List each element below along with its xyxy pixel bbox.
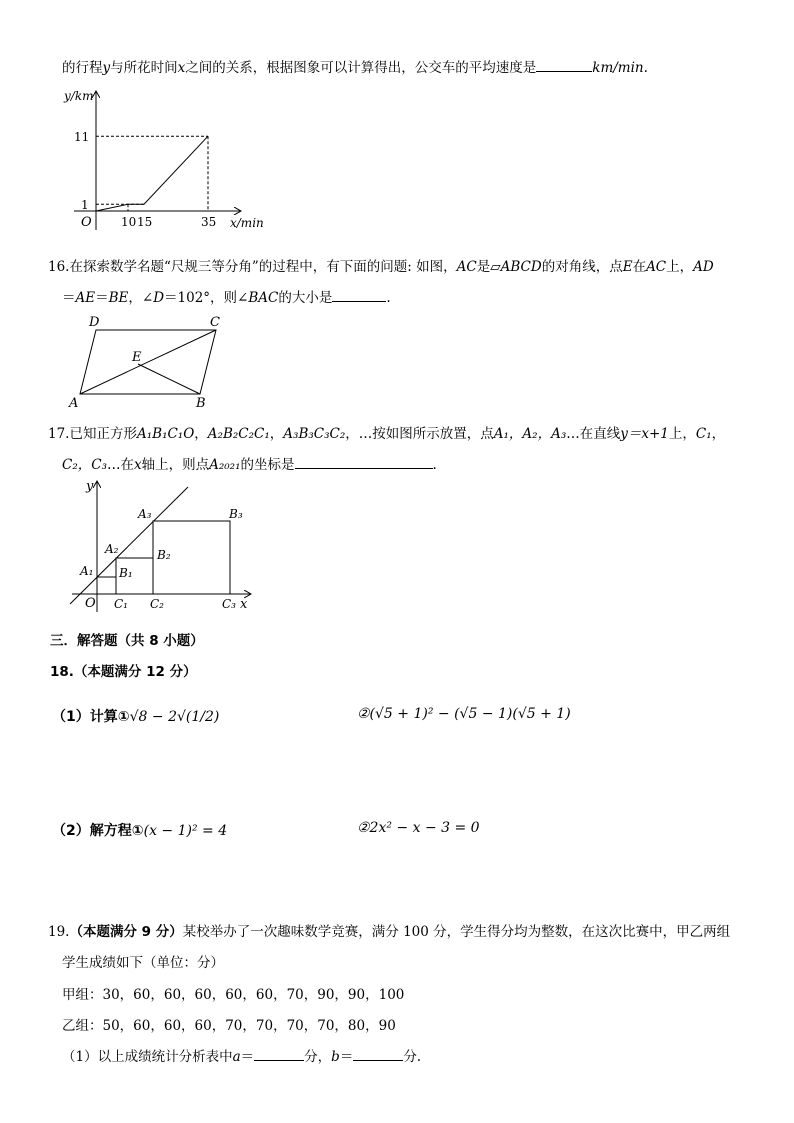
square-1: A₁B₁C₁O	[136, 426, 195, 442]
label-y: y	[86, 479, 94, 494]
part-label: （1）计算①	[52, 709, 130, 725]
group-a-scores: 甲组：30，60，60，60，60，60，70，90，90，100	[62, 987, 405, 1003]
q19-text: 分，	[304, 1049, 332, 1065]
y-axis-label: y/km	[64, 89, 94, 103]
punct: .	[432, 457, 437, 473]
label-a2: A₂	[105, 542, 119, 556]
x-tick-10: 10	[121, 215, 137, 229]
q17-text: …在	[106, 457, 134, 473]
q19-line1	[48, 920, 730, 940]
punct: .	[643, 60, 648, 76]
expression-sqrt5: ②(√5 + 1)² − (√5 − 1)(√5 + 1)	[357, 706, 571, 722]
section-title: 三．解答题（共 8 小题）	[50, 633, 204, 649]
question-number: 19.	[48, 924, 70, 940]
square-2: A₂B₂C₂C₁	[207, 426, 270, 442]
label-c1: C₁	[114, 597, 128, 611]
q18-part2b	[357, 820, 480, 836]
answer-blank	[254, 1047, 304, 1062]
label-a: A	[69, 396, 79, 411]
expression-sqrt8: √8 − 2√(1/2)	[129, 709, 220, 725]
q16-text: ＝	[62, 290, 76, 306]
q19-text: 分.	[403, 1049, 422, 1065]
x-tick-15: 15	[137, 215, 153, 229]
point-e: E	[622, 259, 633, 275]
q18-title: 18.（本题满分 12 分）	[50, 664, 197, 680]
q19-text: ＝	[240, 1049, 255, 1065]
q17-text: 轴上，则点	[141, 457, 210, 473]
points-a: A₁，A₂，A₃	[493, 426, 567, 442]
label-e: E	[132, 350, 142, 365]
q16-text: 上，	[666, 259, 694, 275]
y-tick-11: 11	[74, 130, 90, 145]
q17-text: 的坐标是	[240, 457, 295, 473]
points-c: C₂，C₃	[62, 457, 107, 473]
var-x: x	[177, 60, 186, 76]
q15-text: 之间的关系，根据图象可以计算得出，公交车的平均速度是	[185, 60, 537, 76]
label-b3: B₃	[229, 507, 243, 521]
q17-text: 已知正方形	[69, 426, 137, 442]
origin-label: O	[81, 215, 92, 230]
point-a2021: A₂₀₂₁	[209, 457, 241, 473]
equation-1: (x − 1)² = 4	[143, 823, 228, 839]
q16-text: ＝	[95, 290, 109, 306]
seg-ac: AC	[646, 259, 667, 275]
x-tick-35: 35	[201, 215, 217, 229]
line-y-x-plus-1	[70, 487, 188, 604]
var-x: x	[133, 457, 142, 473]
q19-part1	[62, 1045, 421, 1065]
seg-ad: AD	[693, 259, 714, 275]
q17-line1: 17.已知正方形A₁B₁C₁O，A₂B₂C₂C₁，A₃B₃C₃C₂，…按如图所示放置，点A₁，A₂，A₃…在直线y＝x+1上，C₁，	[48, 426, 726, 442]
part-label: （2）解方程①	[52, 823, 144, 839]
q18-part1a	[52, 706, 219, 726]
q16-text: 的对角线，点	[541, 259, 623, 275]
x-axis-label: x/min	[230, 216, 264, 230]
var-b: b	[331, 1049, 340, 1065]
var-a: a	[232, 1049, 241, 1065]
q16-text: ，∠	[128, 290, 154, 306]
q19-line2: 学生成绩如下（单位：分）	[62, 955, 224, 971]
y-tick-1: 1	[81, 198, 89, 213]
q19-title: （本题满分 9 分）	[69, 924, 183, 940]
angle-bac: BAC	[248, 290, 279, 306]
q16-text: 在探索数学名题“尺规三等分角”的过程中，有下面的问题: 如图，	[69, 259, 457, 275]
question-number: 16.	[48, 259, 70, 275]
seg-be: BE	[108, 290, 129, 306]
label-c3: C₃	[222, 597, 236, 611]
q18-part1b	[357, 706, 571, 722]
unit: km/min	[592, 60, 644, 76]
q17-text: …在直线	[566, 426, 621, 442]
angle-d: D	[153, 290, 165, 306]
label-a1: A₁	[80, 564, 94, 578]
q17-text: 上，	[668, 426, 696, 442]
seg-ae: AE	[75, 290, 96, 306]
punct: .	[386, 290, 391, 306]
q17-text: ，…按如图所示放置，点	[345, 426, 494, 442]
q15-text: 的行程	[62, 60, 103, 76]
label-a3: A₃	[138, 507, 152, 521]
q16-text: 是	[476, 259, 491, 275]
q16-text: 在	[632, 259, 647, 275]
point-c1: C₁	[695, 426, 712, 442]
q16-text: 的大小是	[278, 290, 333, 306]
equation-2: ②2x² − x − 3 = 0	[357, 820, 480, 836]
label-d: D	[89, 315, 100, 330]
label-o: O	[85, 596, 96, 611]
label-b: B	[196, 396, 206, 411]
var-y: y	[102, 60, 111, 76]
label-b1: B₁	[119, 566, 133, 580]
label-b2: B₂	[157, 548, 171, 562]
q15-text: 与所花时间	[110, 60, 178, 76]
square-1	[97, 577, 116, 594]
label-c: C	[210, 315, 220, 330]
q16-text: ＝102°，则∠	[164, 290, 249, 306]
square-3: A₃B₃C₃C₂	[283, 426, 346, 442]
q18-part2a	[52, 820, 227, 840]
line-eq: y＝x+1	[620, 426, 669, 442]
answer-blank	[353, 1047, 403, 1062]
seg-ac: AC	[456, 259, 477, 275]
q19-text: （1）以上成绩统计分析表中	[62, 1049, 233, 1065]
question-number: 17.	[48, 426, 70, 442]
q19-text: 某校举办了一次趣味数学竞赛，满分 100 分，学生得分均为整数，在这次比赛中，甲乙两组	[182, 924, 731, 940]
q19-text: ＝	[339, 1049, 354, 1065]
parallelogram-name: ▱ABCD	[490, 259, 542, 275]
label-x: x	[240, 597, 248, 612]
group-b-scores: 乙组：50，60，60，60，70，70，70，70，80，90	[62, 1018, 396, 1034]
label-c2: C₂	[150, 597, 164, 611]
